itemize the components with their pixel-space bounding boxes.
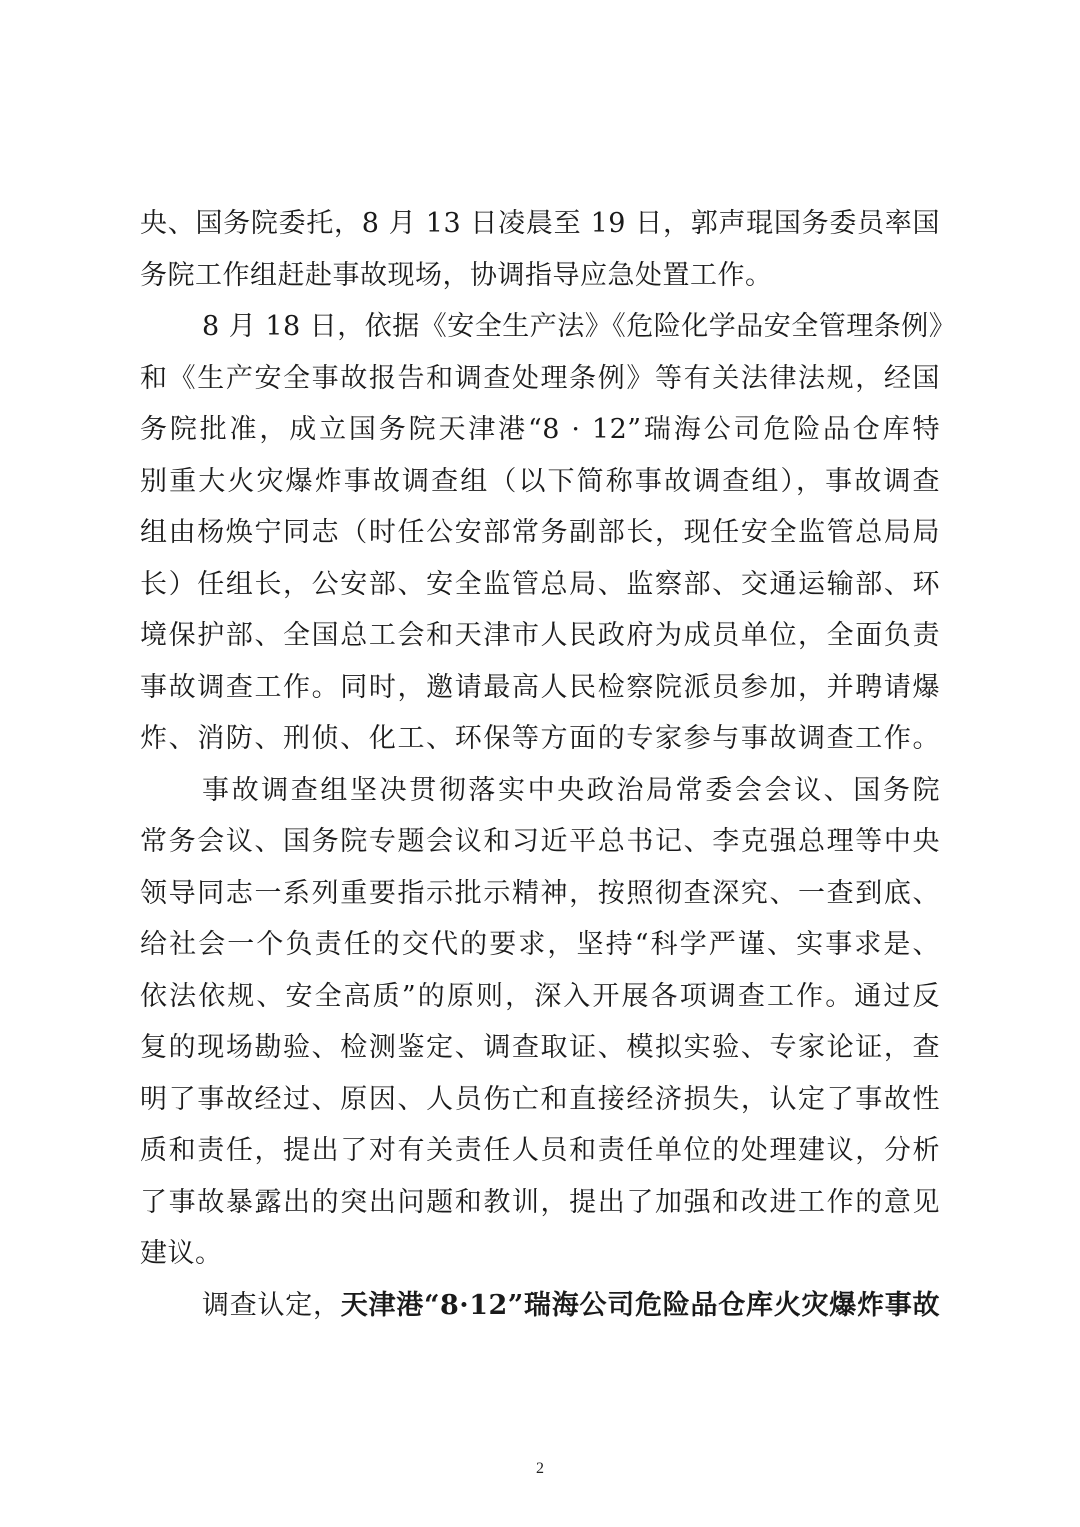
final-line-bold: 天津港“8·12”瑞海公司危险品仓库火灾爆炸事故 — [340, 1289, 940, 1321]
text-line: 长）任组长，公安部、安全监管总局、监察部、交通运输部、环 — [140, 568, 940, 600]
text-line: 明了事故经过、原因、人员伤亡和直接经济损失，认定了事故性 — [140, 1083, 940, 1115]
final-line-lead: 调查认定， — [202, 1289, 341, 1321]
text-line: 建议。 — [140, 1238, 223, 1269]
text-line: 炸、消防、刑侦、化工、环保等方面的专家参与事故调查工作。 — [140, 723, 940, 754]
paragraph-start-line: 8 月 18 日，依据《安全生产法》《危险化学品安全管理条例》 — [202, 311, 957, 342]
text-line: 务院批准，成立国务院天津港“8 · 12”瑞海公司危险品仓库特 — [140, 414, 940, 445]
text-line: 依法依规、安全高质”的原则，深入开展各项调查工作。通过反 — [140, 980, 940, 1012]
text-line: 常务会议、国务院专题会议和习近平总书记、李克强总理等中央 — [140, 826, 940, 857]
text-line: 和《生产安全事故报告和调查处理条例》等有关法律法规，经国 — [140, 362, 940, 394]
body-text — [140, 198, 957, 1331]
paragraph-start-line: 事故调查组坚决贯彻落实中央政治局常委会会议、国务院 — [202, 774, 940, 806]
text-line: 领导同志一系列重要指示批示精神，按照彻查深究、一查到底、 — [140, 877, 940, 909]
text-line: 组由杨焕宁同志（时任公安部常务副部长，现任安全监管总局局 — [140, 517, 940, 548]
text-line: 事故调查工作。同时，邀请最高人民检察院派员参加，并聘请爆 — [140, 671, 940, 703]
text-line: 央、国务院委托，8 月 13 日凌晨至 19 日，郭声琨国务委员率国 — [140, 208, 940, 239]
text-line: 了事故暴露出的突出问题和教训，提出了加强和改进工作的意见 — [140, 1186, 940, 1218]
text-line: 质和责任，提出了对有关责任人员和责任单位的处理建议，分析 — [140, 1135, 940, 1166]
text-line: 别重大火灾爆炸事故调查组（以下简称事故调查组），事故调查 — [140, 465, 940, 497]
text-line: 境保护部、全国总工会和天津市人民政府为成员单位，全面负责 — [140, 620, 940, 651]
page-number: 2 — [536, 1460, 544, 1477]
final-paragraph-line — [140, 1280, 940, 1332]
text-line: 复的现场勘验、检测鉴定、调查取证、模拟实验、专家论证，查 — [140, 1032, 940, 1063]
text-line: 给社会一个负责任的交代的要求，坚持“科学严谨、实事求是、 — [140, 929, 940, 960]
text-line: 务院工作组赶赴事故现场，协调指导应急处置工作。 — [140, 259, 773, 291]
